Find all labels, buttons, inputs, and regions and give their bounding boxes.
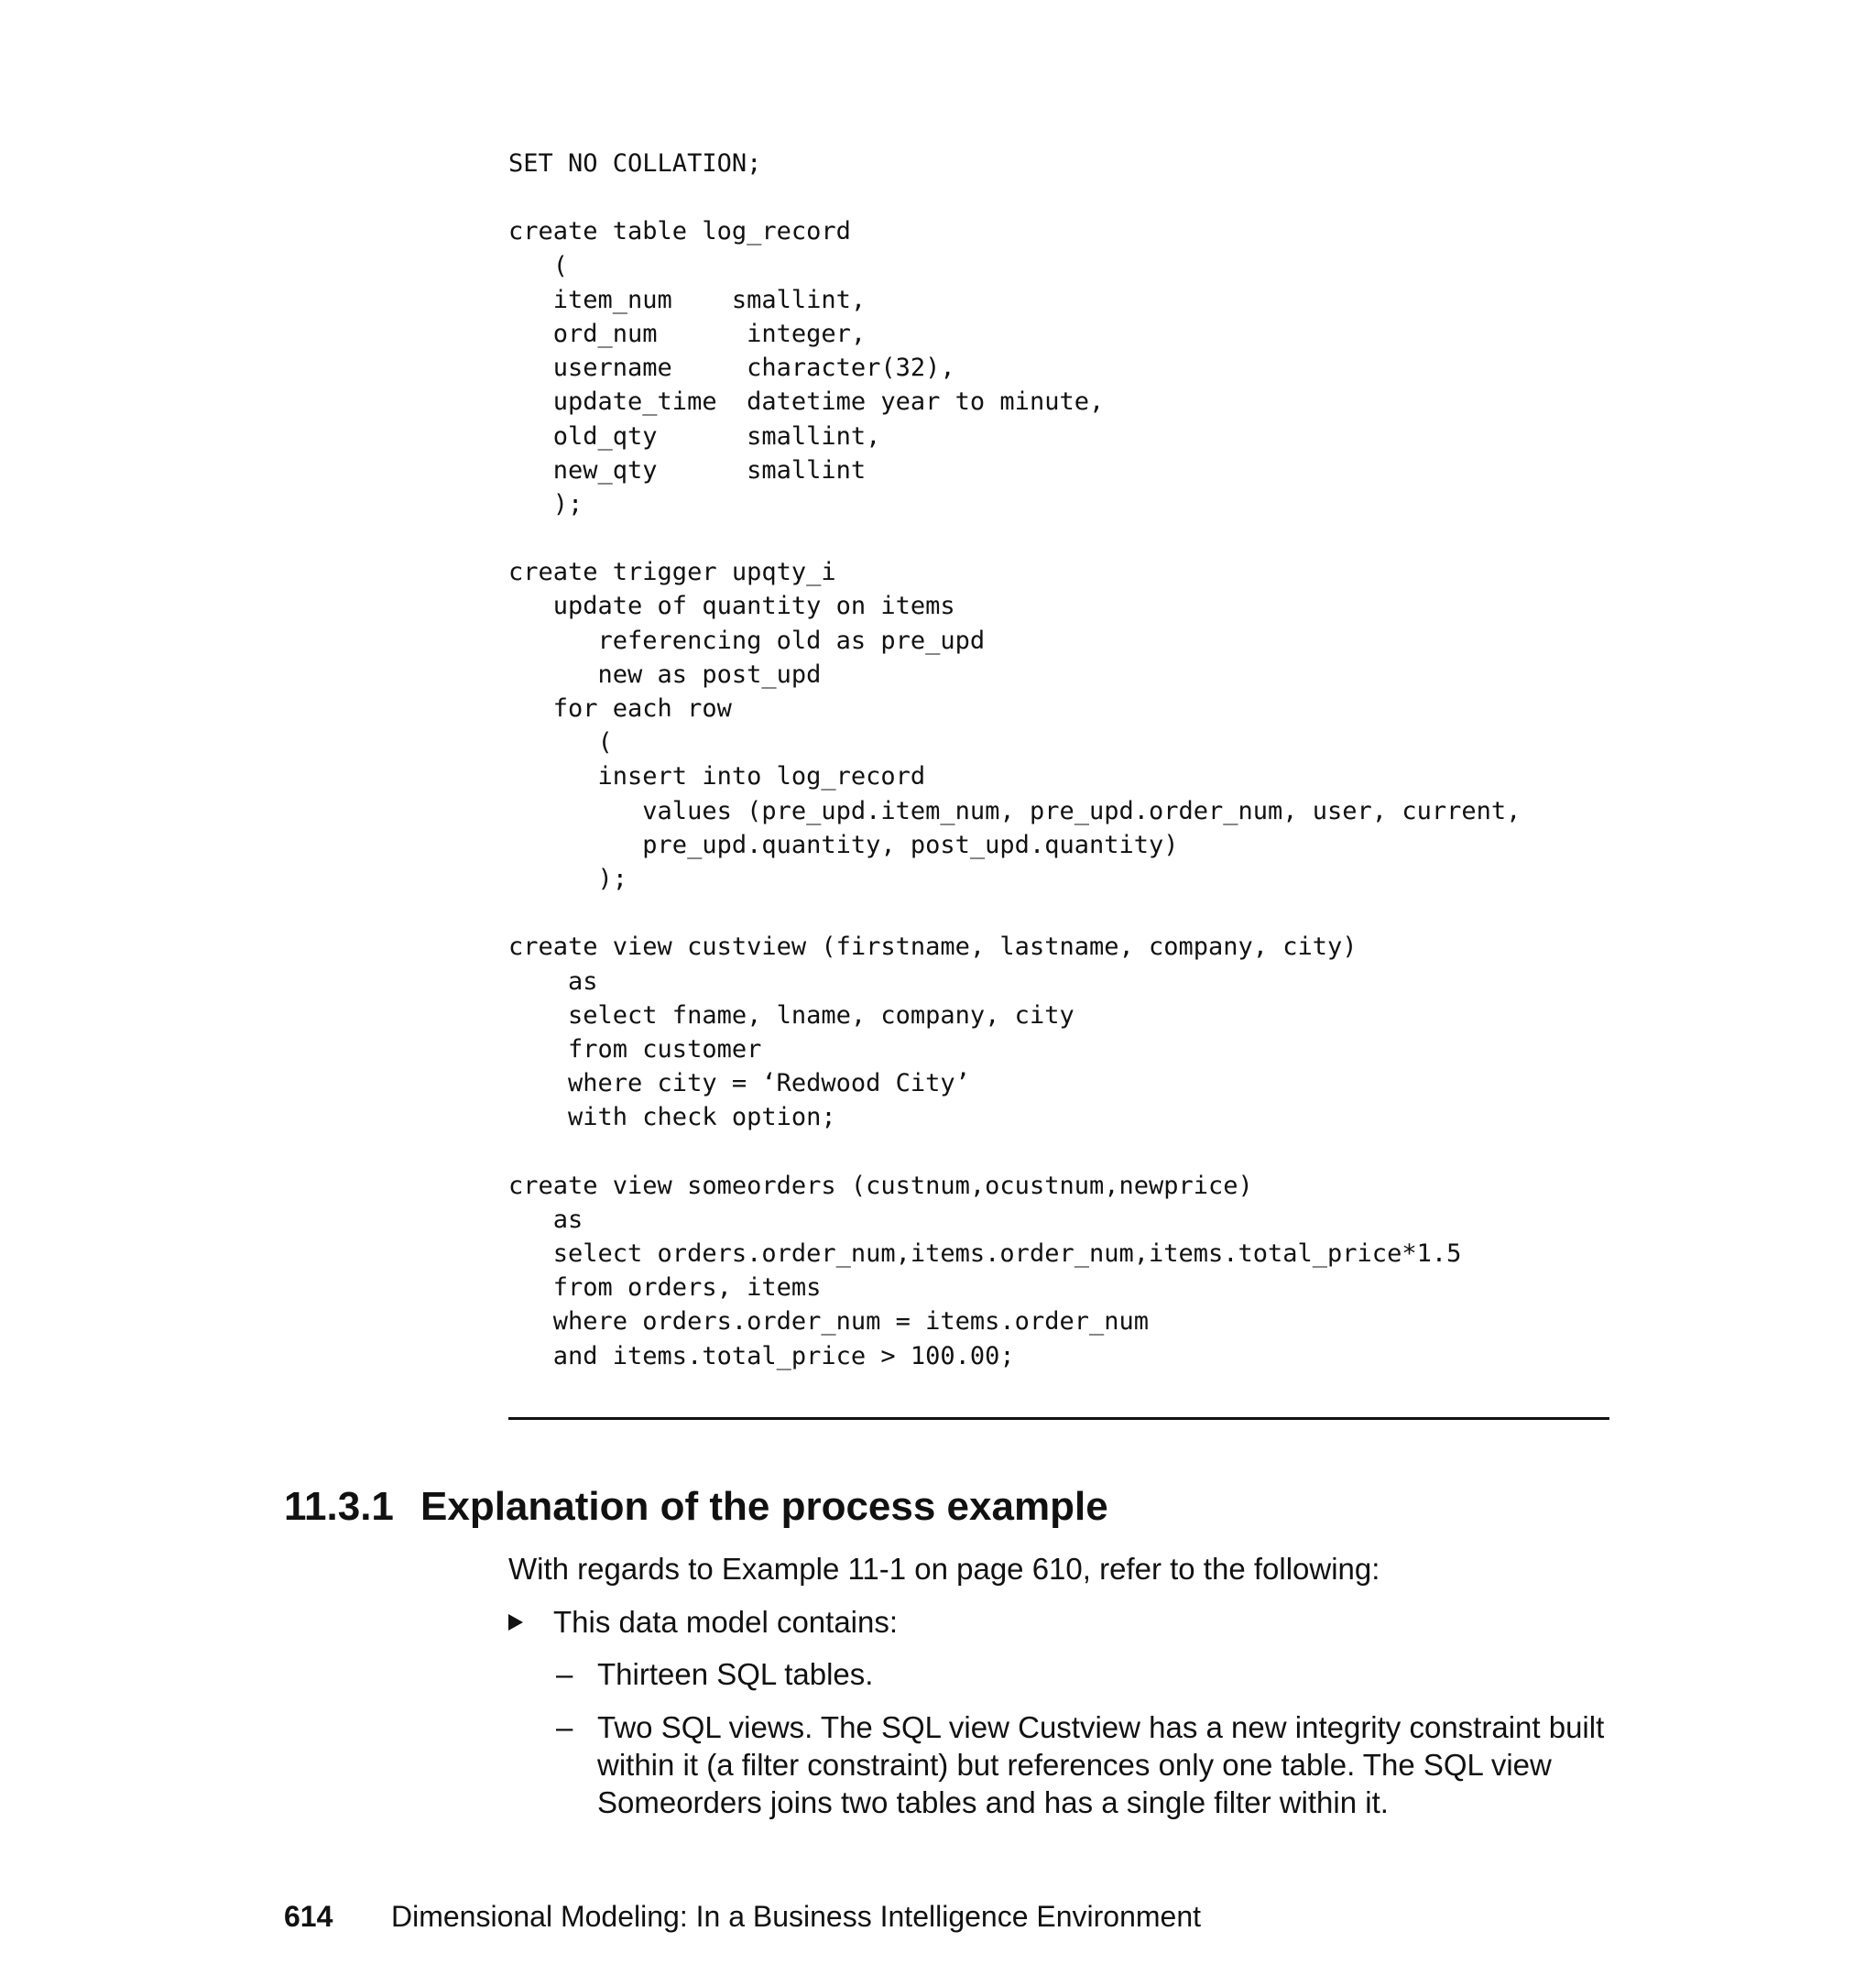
code-line: create table log_record bbox=[508, 217, 851, 246]
code-example bbox=[508, 147, 1521, 1373]
code-line: as bbox=[508, 966, 598, 996]
code-line: with check option; bbox=[508, 1103, 836, 1132]
code-line bbox=[508, 896, 1521, 930]
section-number: 11.3.1 bbox=[284, 1484, 394, 1529]
code-line: item_num smallint, bbox=[508, 285, 867, 314]
code-line: ( bbox=[508, 728, 613, 758]
dash-item-text: Two SQL views. The SQL view Custview has a new integrity constraint built within it (a filter constraint) but references only one table. The SQL view Someorders joins two tables and has a single filter within it. bbox=[597, 1710, 1605, 1819]
code-line: values (pre_upd.item_num, pre_upd.order_num, user, current, bbox=[508, 796, 1522, 825]
code-line: ord_num integer, bbox=[508, 319, 867, 348]
bullet-triangle-icon bbox=[508, 1614, 523, 1631]
code-line: new as post_upd bbox=[508, 660, 822, 689]
dash-item-text: Thirteen SQL tables. bbox=[597, 1657, 874, 1691]
code-line: insert into log_record bbox=[508, 762, 926, 791]
code-line: from orders, items bbox=[508, 1273, 822, 1303]
code-line: as bbox=[508, 1205, 584, 1234]
code-line: ); bbox=[508, 864, 628, 893]
code-line: create view custview (firstname, lastname, company, city) bbox=[508, 933, 1358, 962]
code-line: ( bbox=[508, 251, 569, 280]
section-title: Explanation of the process example bbox=[420, 1484, 1108, 1529]
code-line: update of quantity on items bbox=[508, 592, 955, 621]
section-heading bbox=[284, 1479, 1108, 1534]
code-line: new_qty smallint bbox=[508, 455, 867, 485]
code-line bbox=[508, 521, 1521, 555]
page-number: 614 bbox=[284, 1900, 333, 1933]
code-line: old_qty smallint, bbox=[508, 421, 881, 451]
code-line: from customer bbox=[508, 1034, 762, 1064]
horizontal-rule bbox=[508, 1417, 1609, 1420]
code-line: SET NO COLLATION; bbox=[508, 149, 762, 178]
code-line: update_time datetime year to minute, bbox=[508, 387, 1105, 417]
code-line: where orders.order_num = items.order_num bbox=[508, 1307, 1149, 1337]
code-line bbox=[508, 180, 1521, 214]
intro-paragraph: With regards to Example 11-1 on page 610, refer to the following: bbox=[508, 1552, 1380, 1586]
code-line: pre_upd.quantity, post_upd.quantity) bbox=[508, 830, 1179, 859]
code-line: ); bbox=[508, 489, 584, 518]
code-line: referencing old as pre_upd bbox=[508, 626, 986, 655]
dash-marker: – bbox=[556, 1657, 573, 1691]
code-line: username character(32), bbox=[508, 354, 955, 383]
code-line: where city = ‘Redwood City’ bbox=[508, 1069, 970, 1098]
footer-book-title: Dimensional Modeling: In a Business Intelligence Environment bbox=[391, 1900, 1202, 1933]
code-line bbox=[508, 1134, 1521, 1168]
code-line: and items.total_price > 100.00; bbox=[508, 1341, 1015, 1370]
code-line: create trigger upqty_i bbox=[508, 558, 836, 587]
code-line: select fname, lname, company, city bbox=[508, 1000, 1074, 1030]
code-line: for each row bbox=[508, 694, 732, 723]
code-line: create view someorders (custnum,ocustnum,newprice) bbox=[508, 1171, 1253, 1200]
bullet-text: This data model contains: bbox=[553, 1605, 899, 1639]
code-line: select orders.order_num,items.order_num,items.total_price*1.5 bbox=[508, 1239, 1462, 1268]
dash-marker: – bbox=[556, 1710, 573, 1744]
